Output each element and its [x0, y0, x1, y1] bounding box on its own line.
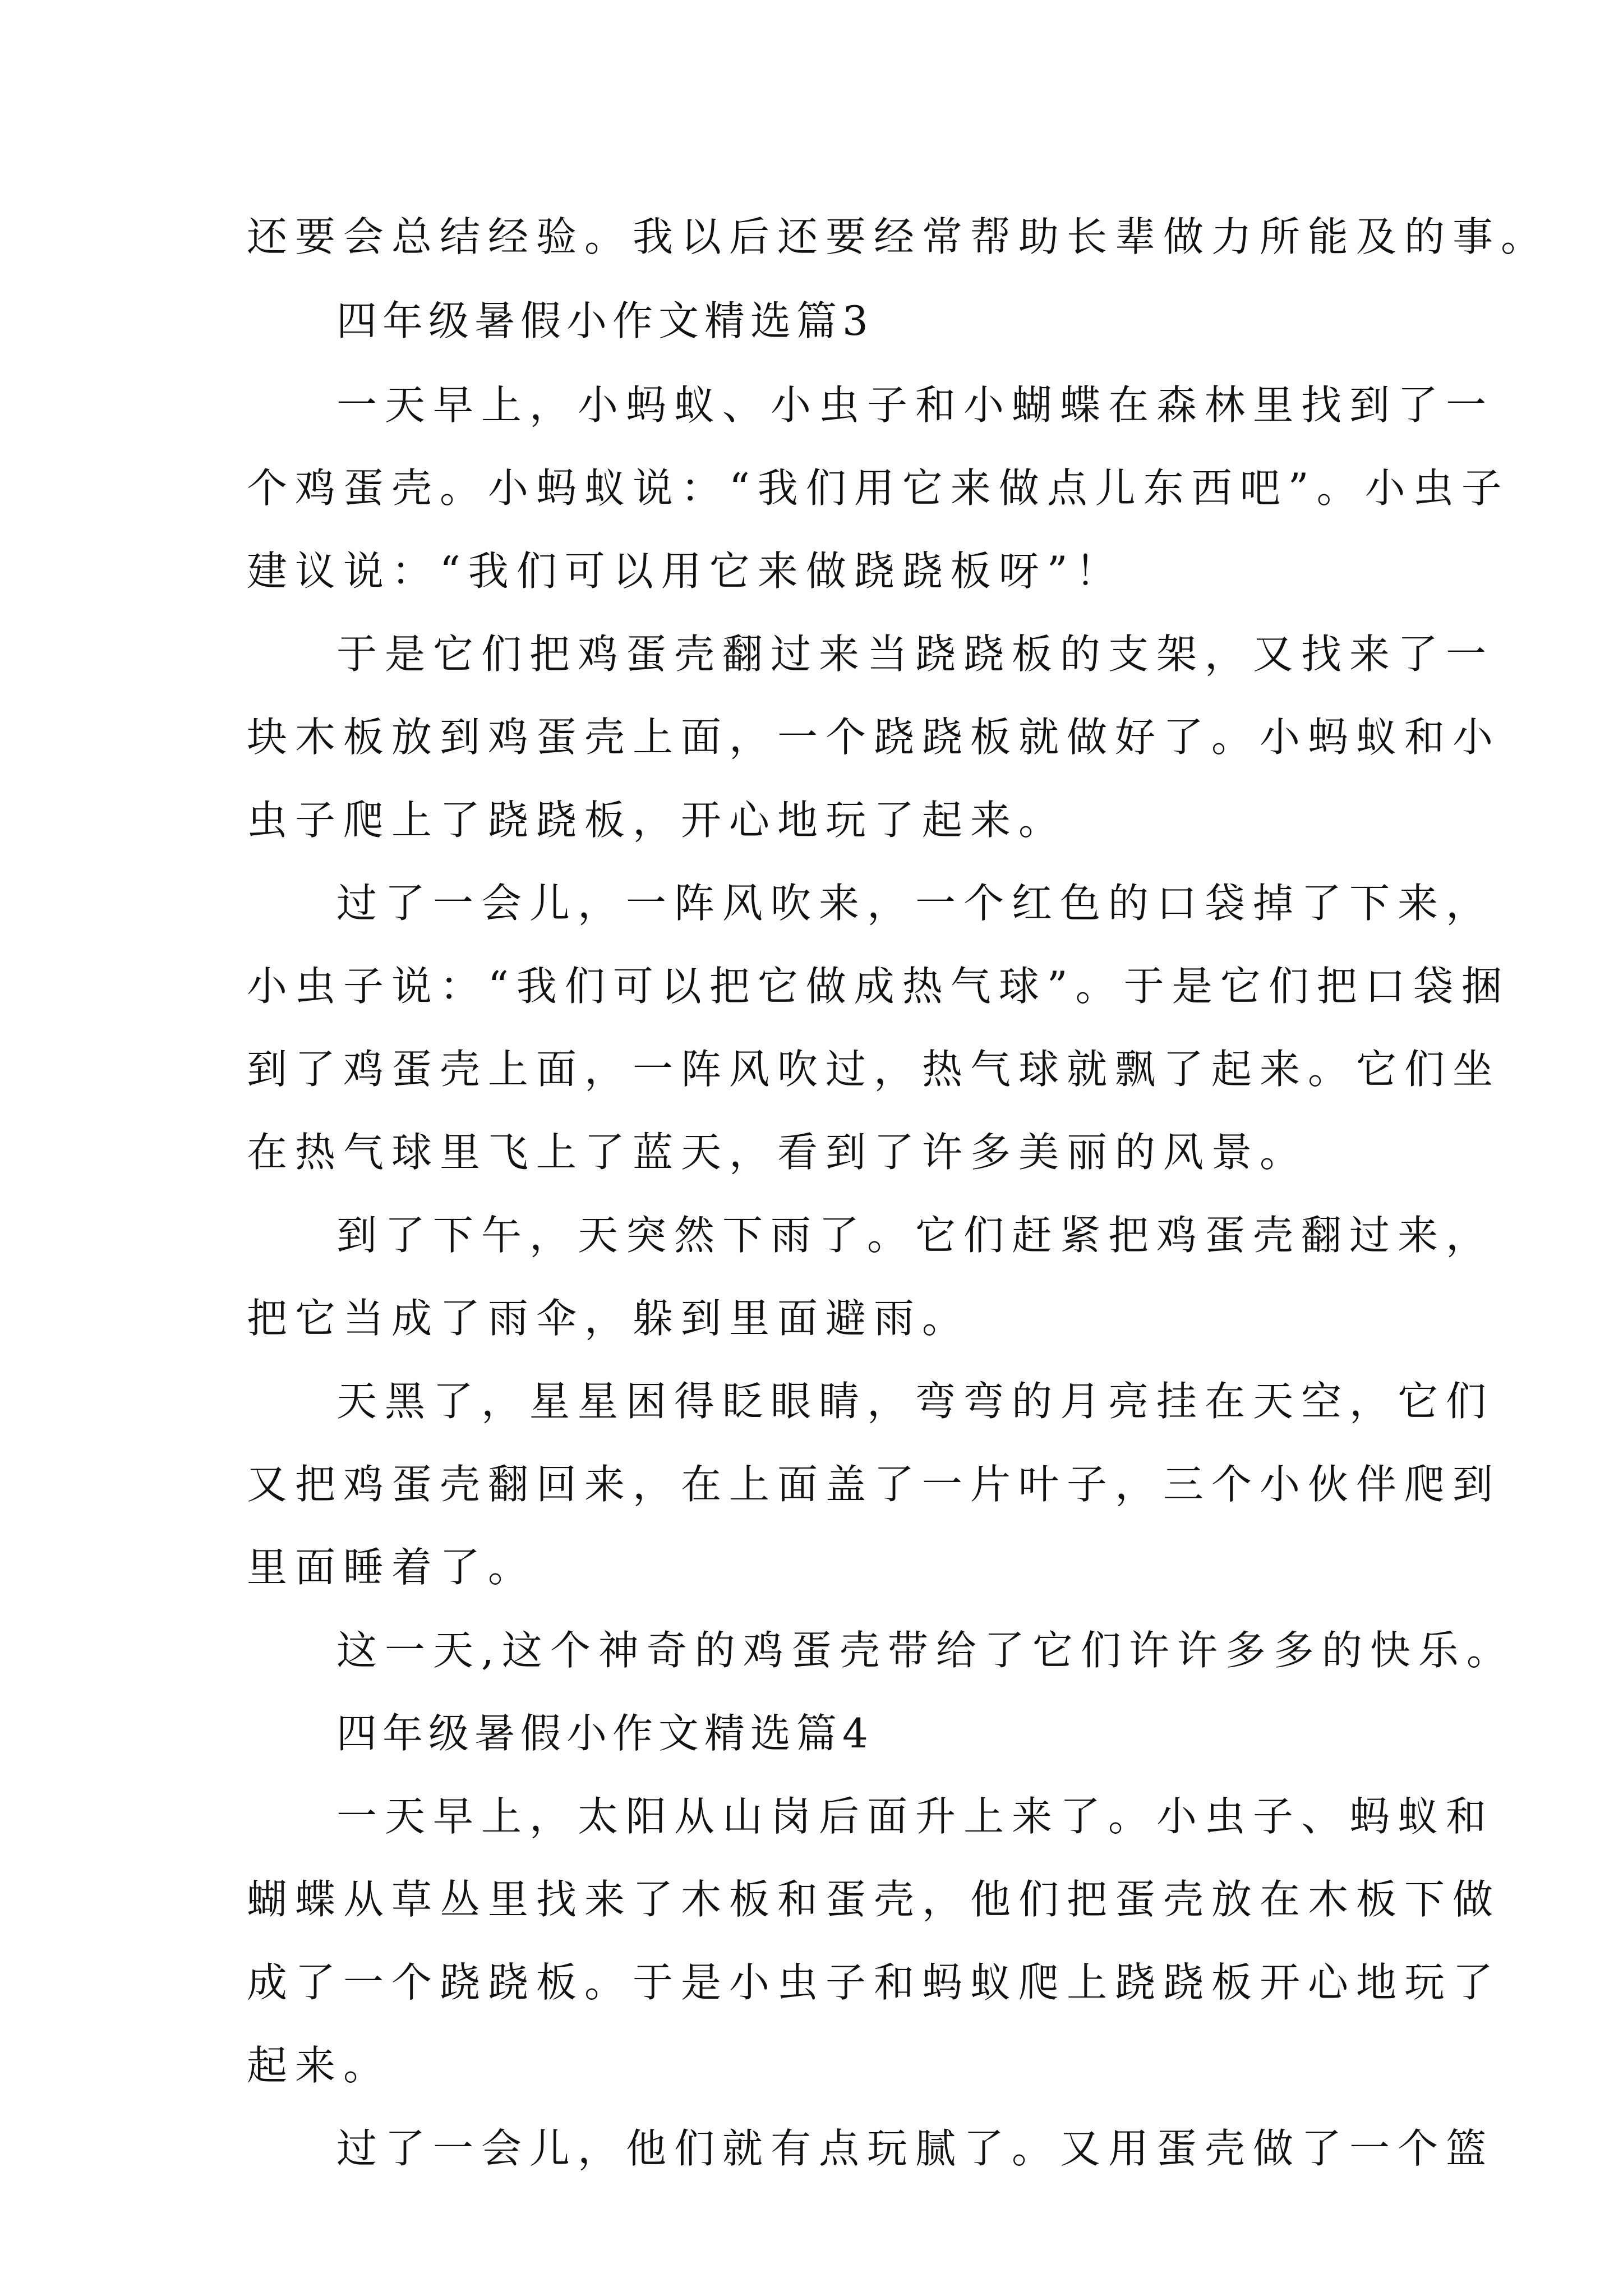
- text-line: 过了一会儿，他们就有点玩腻了。又用蛋壳做了一个篮: [336, 2125, 1495, 2172]
- text-line: 起来。: [247, 2042, 392, 2089]
- text-line: 在热气球里飞上了蓝天，看到了许多美丽的风景。: [247, 1129, 1308, 1176]
- text-line: 小虫子说：“我们可以把它做成热气球”。于是它们把口袋捆: [247, 963, 1510, 1010]
- text-line: 天黑了，星星困得眨眼睛，弯弯的月亮挂在天空，它们: [336, 1378, 1495, 1425]
- section-heading: 四年级暑假小作文精选篇4: [336, 1710, 874, 1757]
- text-line: 于是它们把鸡蛋壳翻过来当跷跷板的支架，又找来了一: [336, 631, 1495, 678]
- text-line: 一天早上，太阳从山岗后面升上来了。小虫子、蚂蚁和: [336, 1793, 1495, 1840]
- text-line: 到了鸡蛋壳上面，一阵风吹过，热气球就飘了起来。它们坐: [247, 1046, 1501, 1093]
- text-line: 建议说：“我们可以用它来做跷跷板呀”！: [247, 547, 1124, 595]
- text-line: 虫子爬上了跷跷板，开心地玩了起来。: [247, 797, 1067, 844]
- text-line: 一天早上，小蚂蚁、小虫子和小蝴蝶在森林里找到了一: [336, 381, 1495, 429]
- text-line: 里面睡着了。: [247, 1544, 537, 1591]
- text-line: 到了下午，天突然下雨了。它们赶紧把鸡蛋壳翻过来，: [336, 1212, 1495, 1259]
- text-line: 还要会总结经验。我以后还要经常帮助长辈做力所能及的事。: [247, 213, 1550, 260]
- text-line: 又把鸡蛋壳翻回来，在上面盖了一片叶子，三个小伙伴爬到: [247, 1461, 1501, 1508]
- text-line: 蝴蝶从草丛里找来了木板和蛋壳，他们把蛋壳放在木板下做: [247, 1876, 1501, 1923]
- text-line: 把它当成了雨伞，躲到里面避雨。: [247, 1295, 971, 1342]
- text-line: 个鸡蛋壳。小蚂蚁说：“我们用它来做点儿东西吧”。小虫子: [247, 464, 1510, 512]
- text-line: 块木板放到鸡蛋壳上面，一个跷跷板就做好了。小蚂蚁和小: [247, 714, 1501, 761]
- text-line: 成了一个跷跷板。于是小虫子和蚂蚁爬上跷跷板开心地玩了: [247, 1959, 1501, 2006]
- text-line: 过了一会儿，一阵风吹来，一个红色的口袋掉了下来，: [336, 880, 1495, 927]
- text-line: 这一天,这个神奇的鸡蛋壳带给了它们许许多多的快乐。: [336, 1627, 1515, 1674]
- section-heading: 四年级暑假小作文精选篇3: [336, 297, 874, 344]
